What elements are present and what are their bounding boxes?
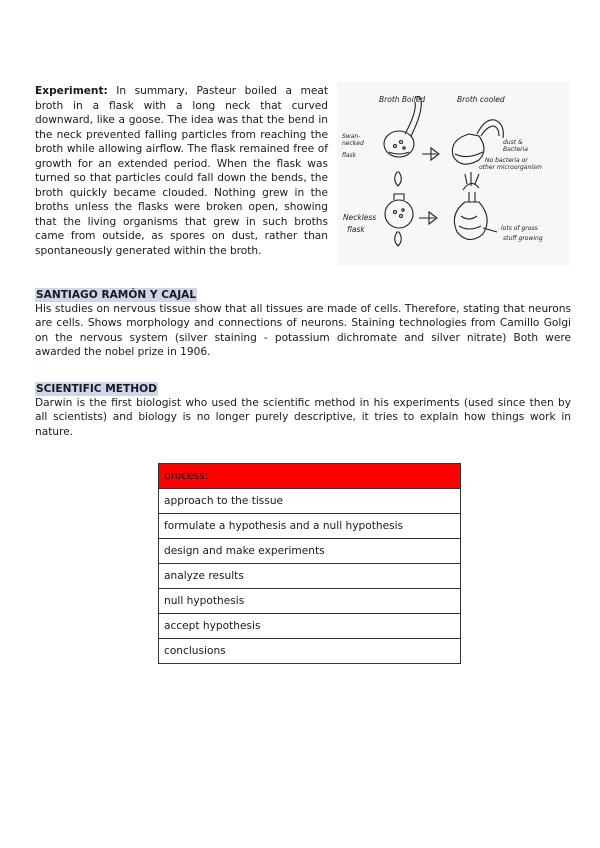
fig-label-neckless-1: Neckless — [343, 213, 377, 222]
fig-label-neckless-2: flask — [347, 225, 365, 234]
fig-label-dust-1: dust & — [503, 139, 523, 146]
table-row — [159, 614, 461, 639]
fig-label-broth-boiled: Broth Boiled — [379, 95, 426, 104]
process-table-header — [159, 464, 461, 489]
process-header-cell: process: — [159, 464, 461, 489]
experiment-paragraph — [35, 84, 328, 258]
process-step-cell: accept hypothesis — [159, 614, 461, 639]
scientific-method-body: Darwin is the first biologist who used the scientific method in his experiments (used since then by all scientists) and biology is no longer purely descriptive, it tries to explain how things work in nature. — [35, 397, 571, 438]
process-step-cell: analyze results — [159, 564, 461, 589]
scientific-method-title: SCIENTIFIC METHOD — [36, 383, 157, 395]
fig-label-no-bacteria-1: No bacteria or — [485, 157, 528, 164]
process-step-cell: conclusions — [159, 639, 461, 664]
fig-label-lots-2: stuff growing — [503, 235, 543, 242]
pasteur-flask-sketch — [337, 82, 569, 266]
fig-label-no-bacteria-2: other microorganism — [479, 164, 542, 171]
process-step-cell: design and make experiments — [159, 539, 461, 564]
table-row — [159, 539, 461, 564]
table-row — [159, 564, 461, 589]
process-step-cell: approach to the tissue — [159, 489, 461, 514]
cajal-title: SANTIAGO RAMÓN Y CAJAL — [36, 289, 197, 301]
cajal-body: His studies on nervous tissue show that all tissues are made of cells. Therefore, stating that neurons are cells. Shows morphology and connections of neurons. Staining technologies from Camillo Golgi on the nervous system (silver staining - potassium dichromate and silver nitrate) Both were awarded the nobel prize in 1906. — [35, 303, 571, 359]
table-row — [159, 639, 461, 664]
table-row — [159, 589, 461, 614]
table-row — [159, 489, 461, 514]
fig-label-dust-2: Bacteria — [503, 146, 528, 153]
fig-label-swan-1: Swan- — [342, 133, 361, 140]
pasteur-flask-drawing — [337, 82, 569, 266]
fig-label-lots-1: lots of gross — [501, 225, 538, 232]
experiment-text: In summary, Pasteur boiled a meat broth in a flask with a long neck that curved downward, like a goose. The idea was that the bend in the neck prevented falling particles from reaching the broth while allowing airflow. The flask remained free of growth for an extended period. When the flask was turned so that particles could fall down the bends, the broth quickly became clouded. Nothing grew in the broths unless the flasks were broken open, showing that the living organisms that grew in such broths came from outside, as spores on dust, rather than spontaneously generated within the broth. — [35, 85, 328, 257]
fig-label-swan-2: necked — [342, 140, 364, 147]
process-table — [158, 463, 461, 664]
table-row — [159, 514, 461, 539]
process-step-cell: formulate a hypothesis and a null hypothesis — [159, 514, 461, 539]
experiment-label: Experiment: — [35, 85, 108, 97]
fig-label-broth-cooled: Broth cooled — [457, 95, 505, 104]
fig-label-swan-3: flask — [342, 152, 357, 159]
process-step-cell: null hypothesis — [159, 589, 461, 614]
